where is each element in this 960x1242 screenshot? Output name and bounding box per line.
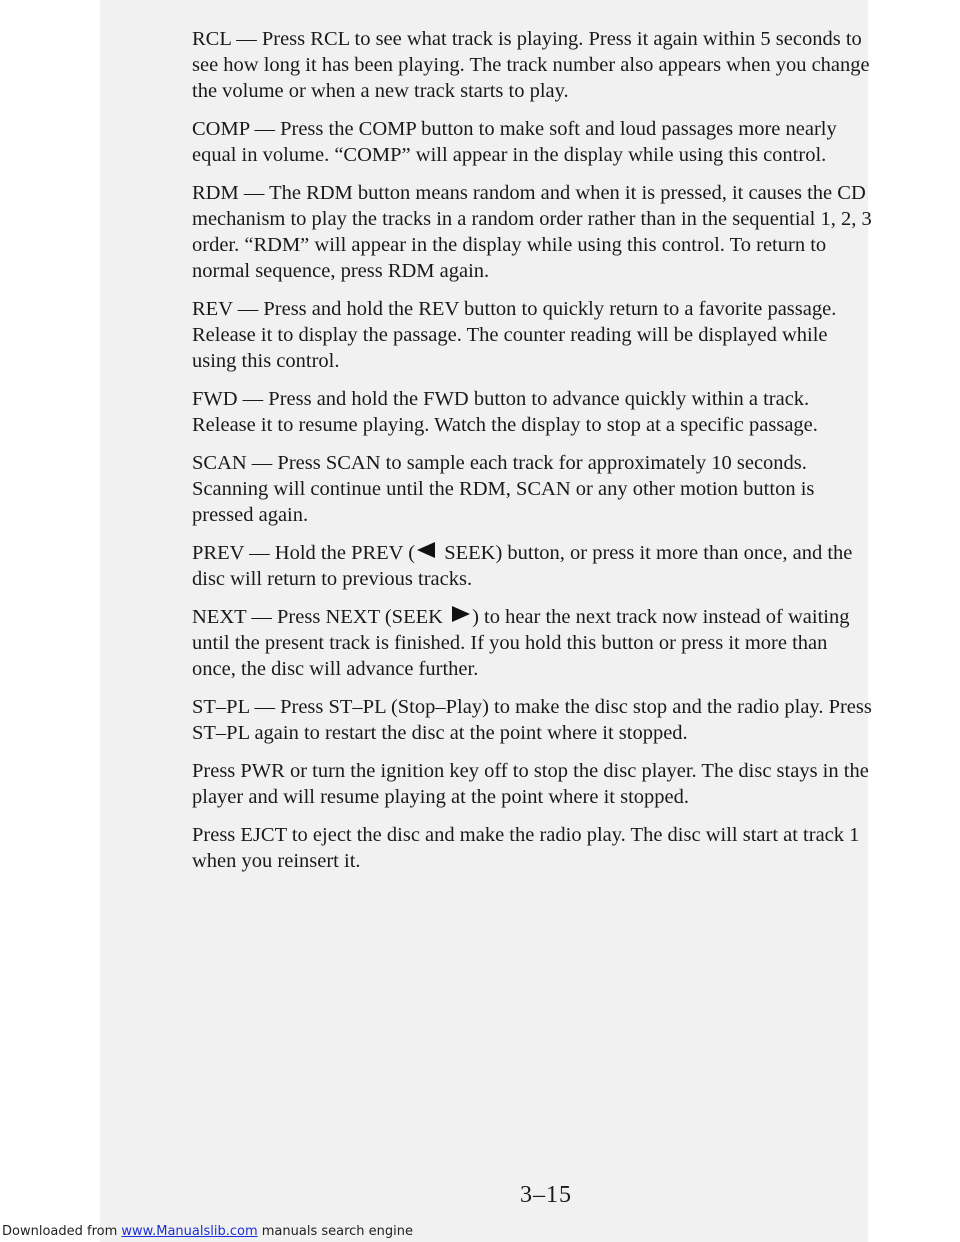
- paragraph-rcl: RCL — Press RCL to see what track is playing. Press it again within 5 seconds to see how long it has been playing. The track number also appears when you change the volume or when a new track starts to play.: [192, 28, 870, 102]
- paragraph-stpl: ST–PL — Press ST–PL (Stop–Play) to make the disc stop and the radio play. Press ST–PL again to restart the disc at the point where it stopped.: [192, 696, 872, 744]
- page-number: 3–15: [520, 1182, 572, 1208]
- paragraph-scan: SCAN — Press SCAN to sample each track for approximately 10 seconds. Scanning will continue until the RDM, SCAN or any other motion button is pressed again.: [192, 452, 815, 526]
- paragraph-rdm: RDM — The RDM button means random and when it is pressed, it causes the CD mechanism to play the tracks in a random order rather than in the sequential 1, 2, 3 order. “RDM” will appear in the display while using this control. To return to normal sequence, press RDM again.: [192, 182, 872, 282]
- paragraph-next: [192, 604, 872, 682]
- next-text-start: NEXT — Press NEXT (SEEK: [192, 606, 449, 628]
- paragraph-rev: REV — Press and hold the REV button to quickly return to a favorite passage. Release it to display the passage. The counter reading will be displayed while using this control.: [192, 298, 837, 372]
- page-content: [192, 26, 872, 886]
- manualslib-link[interactable]: www.Manualslib.com: [121, 1224, 258, 1239]
- paragraph-fwd: FWD — Press and hold the FWD button to advance quickly within a track. Release it to resume playing. Watch the display to stop at a specific passage.: [192, 388, 818, 436]
- seek-right-icon: [452, 606, 470, 622]
- manual-page: [100, 0, 872, 1242]
- next-text-end: ) to hear the next track now instead of waiting until the present track is finished. If you hold this button or press it more than once, the disc will advance further.: [192, 606, 850, 680]
- paragraph-ejct: Press EJCT to eject the disc and make the radio play. The disc will start at track 1 when you reinsert it.: [192, 824, 860, 872]
- paragraph-comp: COMP — Press the COMP button to make soft and loud passages more nearly equal in volume. “COMP” will appear in the display while using this control.: [192, 118, 837, 166]
- seek-left-icon: [417, 542, 435, 558]
- prev-text-start: PREV — Hold the PREV (: [192, 542, 416, 564]
- paragraph-pwr: Press PWR or turn the ignition key off to stop the disc player. The disc stays in the player and will resume playing at the point where it stopped.: [192, 760, 869, 808]
- prev-text-end: SEEK) button, or press it more than once, and the disc will return to previous tracks.: [192, 542, 853, 590]
- footer-prefix: Downloaded from: [2, 1224, 122, 1239]
- footer-suffix: manuals search engine: [257, 1224, 414, 1239]
- paragraph-prev: [192, 540, 872, 592]
- download-footer: [2, 1224, 413, 1240]
